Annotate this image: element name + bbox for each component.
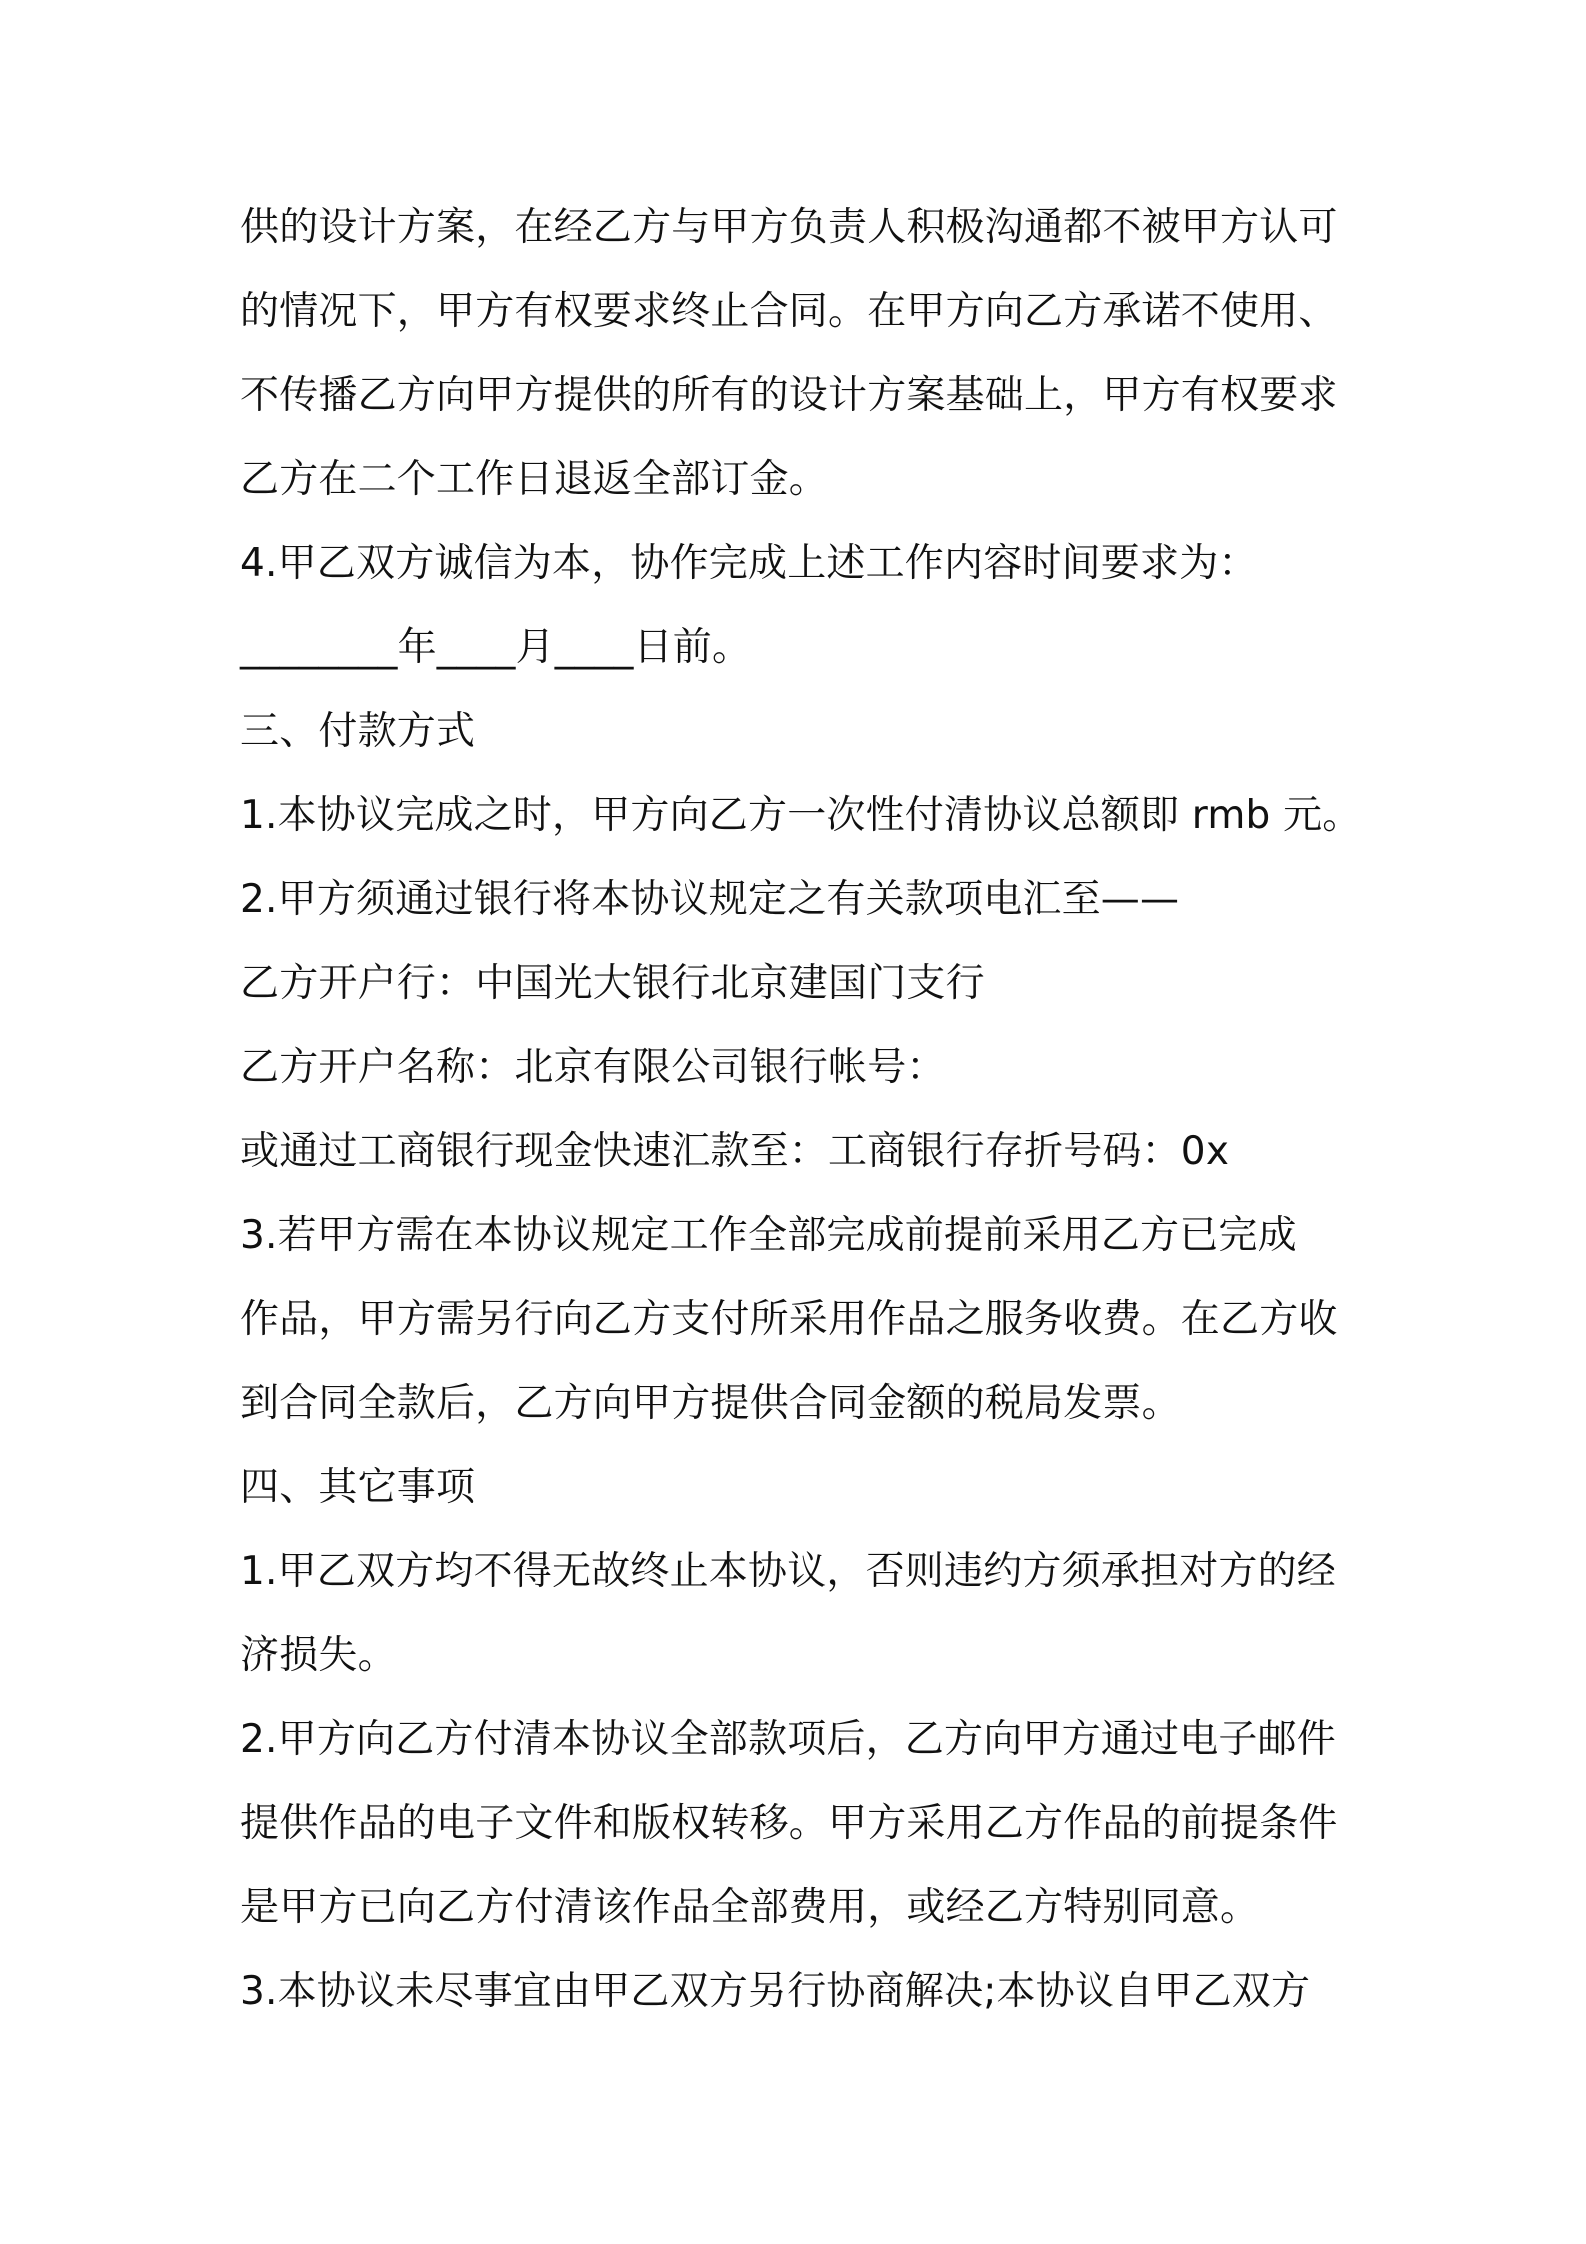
paragraph-line: 提供作品的电子文件和版权转移。甲方采用乙方作品的前提条件 [240,1801,1338,1846]
section-heading-other: 四、其它事项 [240,1465,476,1510]
section-heading-payment: 三、付款方式 [240,709,476,754]
paragraph-line: 作品，甲方需另行向乙方支付所采用作品之服务收费。在乙方收 [240,1297,1338,1342]
clause-line: 2.甲方向乙方付清本协议全部款项后，乙方向甲方通过电子邮件 [240,1717,1337,1762]
paragraph-line: 到合同全款后，乙方向甲方提供合同金额的税局发票。 [240,1381,1181,1426]
bank-name-line: 乙方开户行：中国光大银行北京建国门支行 [240,961,985,1006]
document-body [240,186,1360,2034]
paragraph-line: 不传播乙方向甲方提供的所有的设计方案基础上，甲方有权要求 [240,373,1338,418]
account-name-line: 乙方开户名称：北京有限公司银行帐号： [240,1045,946,1090]
clause-line: 4.甲乙双方诚信为本，协作完成上述工作内容时间要求为： [240,541,1258,586]
remittance-line: 或通过工商银行现金快速汇款至：工商银行存折号码：0x [240,1129,1230,1174]
paragraph-line: 的情况下，甲方有权要求终止合同。在甲方向乙方承诺不使用、 [240,289,1338,334]
clause-line: 3.若甲方需在本协议规定工作全部完成前提前采用乙方已完成 [240,1213,1297,1258]
date-blank-line: ________年____月____日前。 [240,625,752,670]
paragraph-line: 供的设计方案，在经乙方与甲方负责人积极沟通都不被甲方认可 [240,205,1338,250]
clause-line: 2.甲方须通过银行将本协议规定之有关款项电汇至—— [240,877,1180,922]
paragraph-line: 济损失。 [240,1633,397,1678]
clause-line: 3.本协议未尽事宜由甲乙双方另行协商解决;本协议自甲乙双方 [240,1969,1311,2014]
clause-line: 1.本协议完成之时，甲方向乙方一次性付清协议总额即 rmb 元。 [240,793,1362,838]
paragraph-line: 乙方在二个工作日退返全部订金。 [240,457,829,502]
paragraph-line: 是甲方已向乙方付清该作品全部费用，或经乙方特别同意。 [240,1885,1260,1930]
clause-line: 1.甲乙双方均不得无故终止本协议，否则违约方须承担对方的经 [240,1549,1337,1594]
